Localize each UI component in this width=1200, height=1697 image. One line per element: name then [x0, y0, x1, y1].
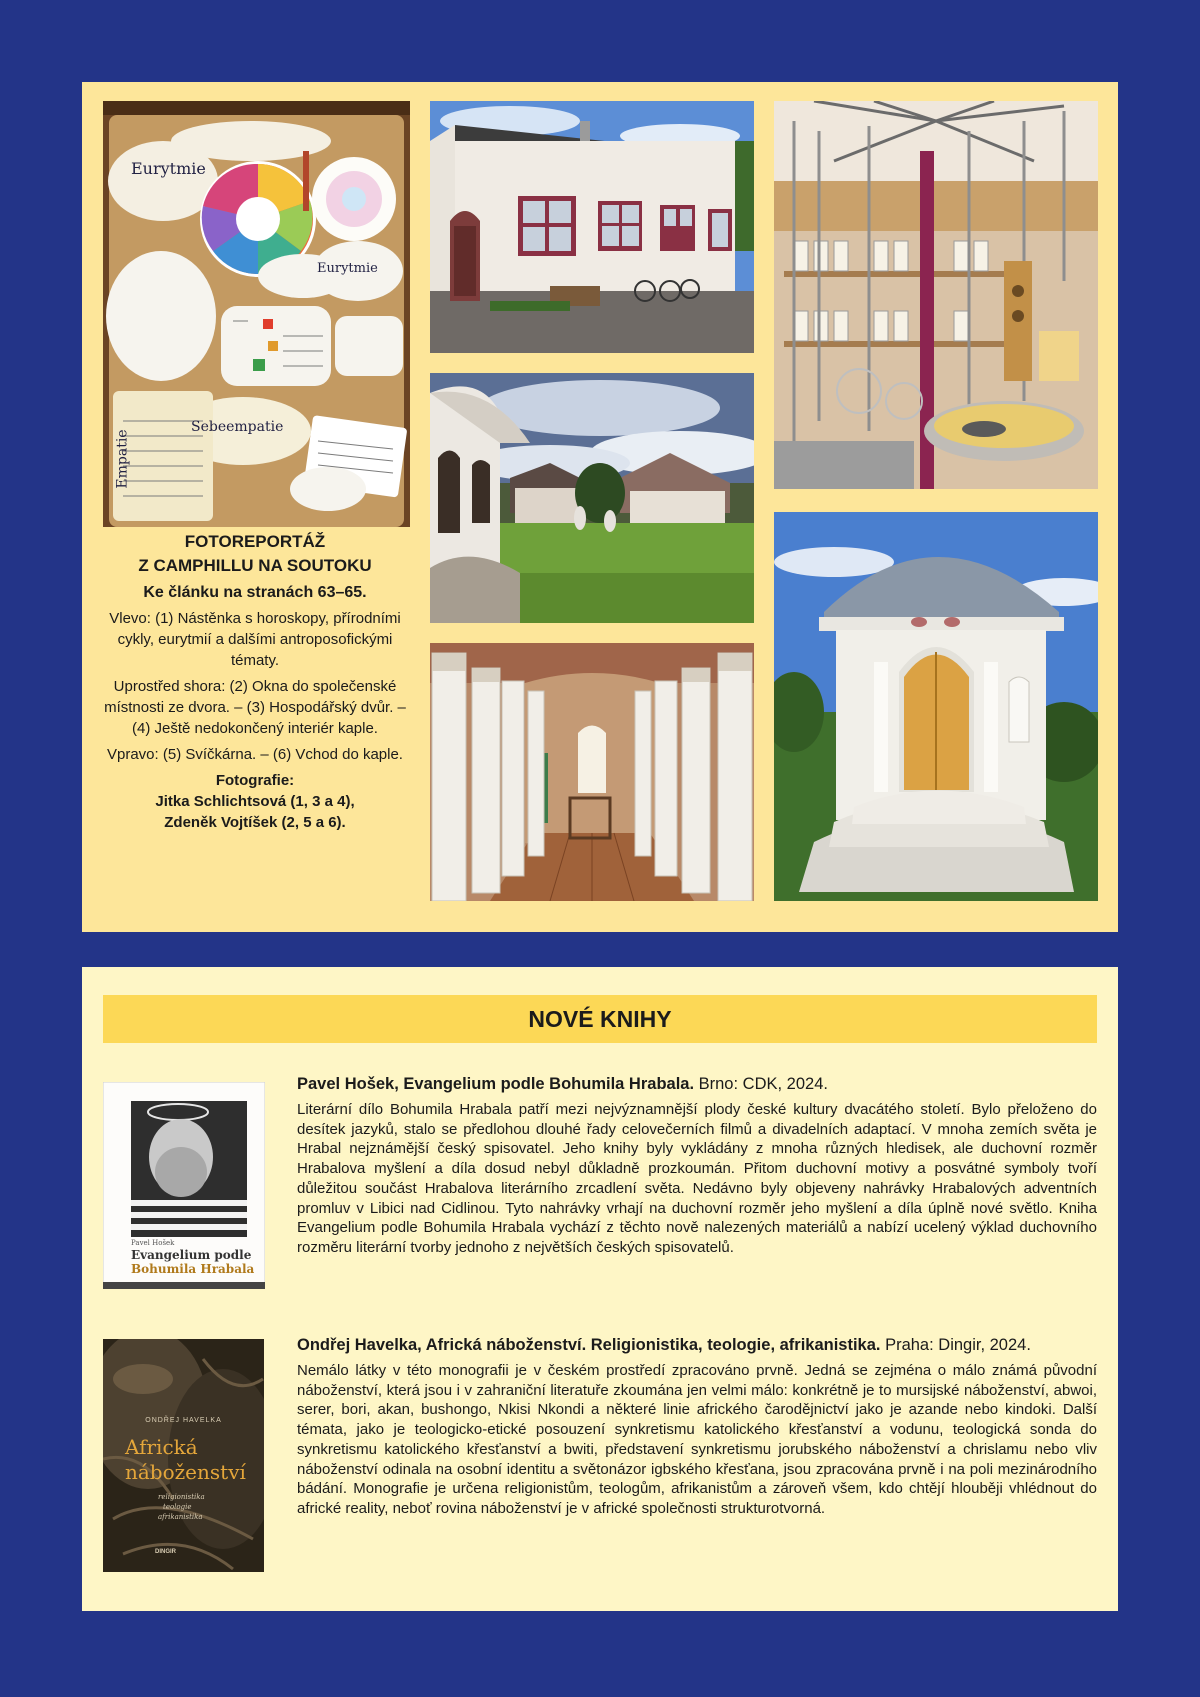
caption-credit-1: Jitka Schlichtsová (1, 3 a 4),	[155, 793, 355, 810]
photo-report-caption	[102, 530, 408, 833]
cover1-title2: Bohumila Hrabala	[131, 1262, 255, 1276]
cover2-title2: náboženství	[125, 1460, 246, 1484]
cover2-title1: Africká	[125, 1435, 198, 1459]
board-label-empatie: Empatie	[114, 429, 131, 489]
cover2-author: ONDŘEJ HAVELKA	[145, 1417, 222, 1424]
photo-farmyard	[430, 373, 754, 623]
caption-left-desc: Vlevo: (1) Nástěnka s horoskopy, přírodními cykly, eurytmií a dalšími antroposofickými tématy.	[109, 610, 401, 669]
book1-publisher: Brno: CDK, 2024.	[694, 1075, 828, 1093]
cover1-author: Pavel Hošek	[131, 1239, 175, 1247]
book-cover-africka-nabozenstvi	[103, 1339, 264, 1572]
book-entry-africka-nabozenstvi	[297, 1334, 1097, 1519]
caption-subtitle: Ke článku na stranách 63–65.	[143, 584, 367, 601]
photo-notice-board	[103, 101, 410, 527]
caption-title-line1: FOTOREPORTÁŽ	[184, 532, 326, 551]
cover2-sub3: afrikanistika	[158, 1513, 203, 1521]
board-label-sebeempatie: Sebeempatie	[191, 419, 284, 435]
book2-heading	[297, 1334, 1097, 1356]
cover2-sub2: teologie	[163, 1503, 192, 1511]
caption-right-desc: Vpravo: (5) Svíčkárna. – (6) Vchod do kaple.	[107, 746, 403, 763]
book-entry-hrabala	[297, 1073, 1097, 1258]
book1-description: Literární dílo Bohumila Hrabala patří mezi nejvýznamnější plody české kultury dvacátého století. Bylo přeloženo do desítek jazyků, stalo se předlohou dlouhé řady celovečerních filmů a divadelních adaptací. V mnoha zemích světa je Hrabal nejznámější český spisovatel. Jeho knihy byly vykládány z mnoha různých hledisek, ale duchovní rozměr Hrabalova myšlení a díla dosud nebyl důkladně prozkoumán. Přitom duchovní motivy a posvátné symboly tvoří důležitou součást Hrabalova literárního zrcadlení světa. Nedávno byly objeveny nahrávky Hrabalových adventních promluv v Libici nad Cidlinou. Tyto nahrávky vrhají na duchovní rozměr jeho myšlení a díla úplně nové světlo. Kniha Evangelium podle Bohumila Hrabala vychází z těchto nově nalezených materiálů a nabízí ucelený výklad duchovního rozměru literární tvorby jednoho z největších českých spisovatelů.	[297, 1101, 1097, 1256]
caption-photo-heading: Fotografie:	[215, 772, 295, 789]
book1-author-title: Pavel Hošek, Evangelium podle Bohumila Hrabala.	[297, 1075, 695, 1093]
photo-chapel-entrance	[774, 512, 1098, 901]
cover2-sub1: religionistika	[158, 1493, 205, 1501]
book-cover-hrabala	[103, 1082, 265, 1289]
board-label-eurytmie2: Eurytmie	[317, 261, 378, 276]
photo-candle-workshop	[774, 101, 1098, 489]
board-label-eurytmie1: Eurytmie	[131, 159, 206, 178]
caption-credit-2: Zdeněk Vojtíšek (2, 5 a 6).	[164, 814, 346, 831]
caption-middle-desc: Uprostřed shora: (2) Okna do společenské místnosti ze dvora. – (3) Hospodářský dvůr. – (4) Ještě nedokončený interiér kaple.	[104, 678, 406, 737]
book1-heading	[297, 1073, 1097, 1095]
photo-chapel-interior	[430, 643, 754, 901]
new-books-header: NOVÉ KNIHY	[103, 995, 1097, 1043]
caption-title-line2: Z CAMPHILLU NA SOUTOKU	[138, 556, 372, 575]
cover2-publisher: DINGIR	[155, 1549, 176, 1555]
photo-common-room-windows	[430, 101, 754, 353]
book2-publisher: Praha: Dingir, 2024.	[880, 1336, 1031, 1354]
cover1-title1: Evangelium podle	[131, 1248, 252, 1262]
book2-description: Nemálo látky v této monografii je v českém prostředí zpracováno prvně. Jedná se zejména o málo známá původní náboženství, která jsou i v zahraniční literatuře zkoumána jen velmi málo: konkrétně je to mursijské náboženství, abwoi, serer, bori, akan, bushongo, Nkisi Nkondi a některé linie afrického čarodějnictví jako je azande nebo kindoki. Další témata, jako je teologicko-etické posouzení synkretismu katolického křesťanství a vodunu, teologická sonda do synkretismu katolického křesťanství a bwiti, představení synkretismu jorubského náboženství a chrislamu nebo vliv náboženství odinala na osobní identitu a světonázor igbského křesťana, jsou zpracována prvně i na poli mezinárodního bádání. Monografie je určena religionistům, teologům, afrikanistům a zároveň všem, kdo chtějí hlouběji vhlédnout do africké reality, neboť rovina náboženství je v africké společnosti strukturotvorná.	[297, 1362, 1097, 1517]
book2-author-title: Ondřej Havelka, Africká náboženství. Religionistika, teologie, afrikanistika.	[297, 1336, 881, 1354]
